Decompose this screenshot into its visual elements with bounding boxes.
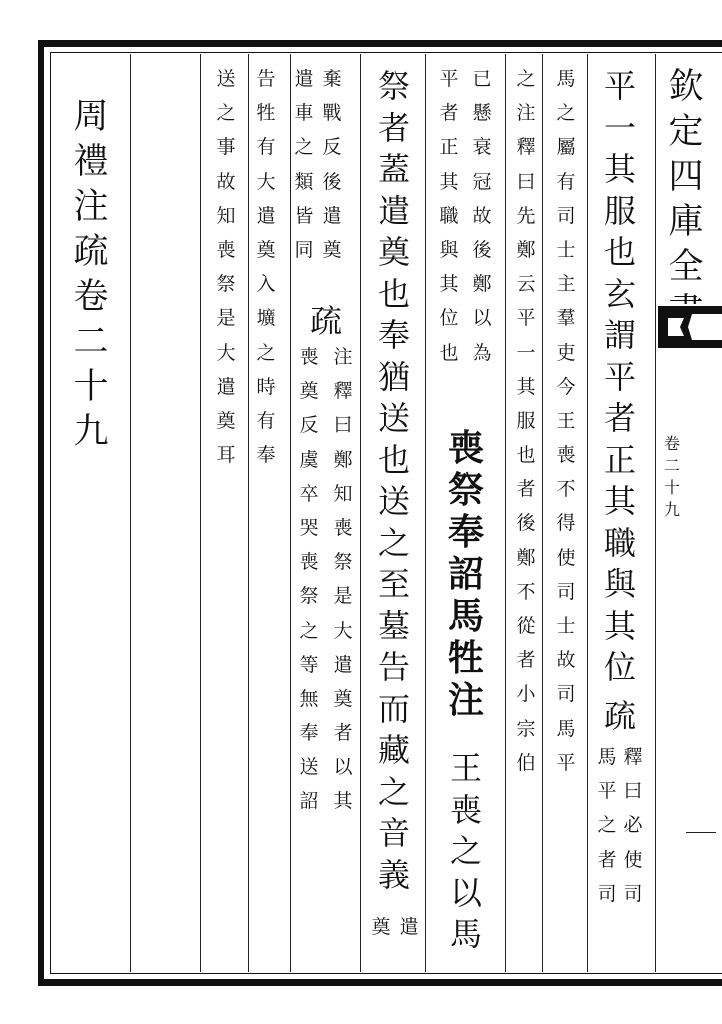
glyph: 為 [472,341,492,364]
glyph: 鄭 [333,448,353,471]
glyph: 之 [597,814,617,837]
classic-text-highlight [442,427,490,724]
glyph: 馬 [449,915,482,953]
glyph: 耳 [216,444,236,467]
glyph: 周 [73,97,109,137]
glyph: 者 [377,108,410,147]
glyph: 與 [603,565,636,603]
glyph: 已 [472,68,492,90]
glyph: 四 [668,157,704,197]
glyph: 故 [472,204,492,227]
glyph: 喪 [333,516,353,539]
rule-5 [360,54,361,972]
glyph: 遣 [216,375,236,398]
glyph: 是 [333,585,353,608]
glyph: 其 [603,482,636,520]
glyph: 之 [256,341,276,364]
glyph: 主 [556,273,576,296]
glyph: 有 [256,409,276,432]
glyph: 後 [322,170,342,193]
glyph: 類 [294,170,314,193]
glyph: 奠 [322,238,342,261]
glyph: 平 [439,68,459,90]
glyph: 也 [603,233,636,271]
glyph: 鄭 [472,273,492,296]
glyph: 棄 [322,68,342,90]
glyph: 服 [516,409,536,432]
glyph: 曰 [333,414,353,437]
glyph: 定 [668,112,704,152]
glyph: 事 [216,136,236,159]
glyph: 遣 [333,653,353,676]
glyph: 反 [322,136,342,159]
glyph: 等 [299,653,319,676]
glyph: 牲 [256,102,276,125]
glyph: 故 [556,649,576,672]
glyph: 奠 [333,687,353,710]
glyph: 皆 [294,204,314,227]
glyph: 馬 [556,717,576,740]
note-column-6-right [330,348,356,827]
glyph: 疏 [309,302,342,340]
glyph: 屬 [556,136,576,159]
glyph: 之 [377,772,410,811]
glyph: 故 [216,170,236,193]
glyph: 冠 [472,170,492,193]
glyph: 士 [556,615,576,637]
glyph: 司 [597,882,617,905]
glyph: 注 [447,679,484,721]
glyph: 正 [603,440,636,479]
note-column-1-right [620,748,646,919]
glyph: 馬 [597,746,617,768]
glyph: 遣 [322,204,342,227]
glyph: 其 [439,273,459,296]
text-column-3 [512,70,540,788]
glyph: 司 [556,204,576,227]
glyph: 十 [73,367,109,407]
glyph: 喪 [216,238,236,261]
book-title [68,97,114,460]
rule-4 [425,54,426,972]
text-column-4-upper-left [435,70,463,378]
glyph: 司 [556,683,576,706]
rule-title [130,54,131,972]
glyph: 之 [377,523,410,562]
glyph: 蓋 [377,150,410,188]
glyph: 位 [603,648,636,686]
rule-8 [200,54,201,972]
glyph: 司 [556,580,576,603]
glyph: 之 [294,136,314,159]
glyph: 之 [556,102,576,125]
glyph: 奉 [256,444,276,467]
rule-3 [505,54,506,972]
glyph: 壙 [256,307,276,330]
fishtail-mark-icon [658,304,722,350]
note-column-5-right [396,918,422,952]
glyph: 一 [516,341,536,364]
glyph: 以 [333,756,353,779]
glyph: 義 [377,855,410,894]
glyph: 與 [439,238,459,261]
text-column-5 [372,67,416,900]
glyph: 使 [556,546,576,569]
text-column-6 [318,70,346,275]
glyph: 也 [516,444,536,467]
glyph: 衰 [472,136,492,159]
glyph: 大 [216,341,236,364]
glyph: 釋 [623,746,643,768]
glyph: 曰 [623,780,643,803]
text-column-8 [252,70,280,480]
glyph: 喪 [299,346,319,368]
glyph: 無 [299,687,319,710]
glyph: 平 [597,780,617,803]
glyph: 卷 [663,434,680,453]
glyph: 使 [623,848,643,871]
glyph: 大 [333,619,353,642]
glyph: 有 [556,170,576,193]
glyph: 詔 [447,553,484,595]
text-column-1 [598,67,642,693]
glyph: 注 [73,187,109,227]
text-column-4-upper-right [468,70,496,378]
note-column-5-left [368,918,394,952]
glyph: 職 [603,523,636,562]
glyph: 者 [333,722,353,745]
glyph: 戰 [322,102,342,125]
glyph: 詔 [299,790,319,813]
glyph: 遣 [377,191,410,230]
glyph: 祭 [299,585,319,608]
glyph: 今 [556,375,576,398]
glyph: 哭 [299,516,319,539]
glyph: 時 [256,375,276,398]
shu-marker-2 [306,302,346,347]
glyph: 伯 [516,751,536,774]
glyph: 告 [377,648,410,686]
glyph: 者 [516,649,536,672]
glyph: 從 [516,615,536,637]
glyph: 鄭 [516,546,536,569]
glyph: 十 [663,478,680,497]
glyph: 車 [294,102,314,125]
glyph: 不 [556,478,576,501]
glyph: 位 [439,307,459,330]
glyph: 平 [603,67,636,105]
glyph: 注 [333,346,353,368]
glyph: 喪 [299,551,319,574]
glyph: 者 [516,478,536,501]
glyph: 者 [603,399,636,437]
text-column-2 [552,70,580,788]
text-column-7 [290,70,318,275]
glyph: 之 [516,68,536,90]
glyph: 九 [73,412,109,452]
note-column-6-left [296,348,322,827]
glyph: 禮 [73,142,109,182]
glyph: 祭 [333,551,353,574]
glyph: 云 [516,273,536,296]
glyph: 懸 [472,102,492,125]
margin-juan [660,436,684,524]
glyph: 送 [377,399,410,437]
glyph: 以 [449,873,482,912]
glyph: 送 [216,68,236,90]
glyph: 遣 [256,204,276,227]
glyph: 奠 [216,409,236,432]
glyph: 玄 [603,274,636,313]
glyph: 全 [668,247,704,287]
glyph: 也 [377,440,410,479]
glyph: 謂 [603,316,636,354]
glyph: 奠 [256,238,276,261]
glyph: 庫 [668,202,704,242]
glyph: 送 [377,482,410,520]
glyph: 疏 [603,697,636,735]
glyph: 也 [439,341,459,364]
glyph: 祭 [447,469,484,511]
text-column-4-tail [446,749,486,960]
glyph: 職 [439,204,459,227]
rule-7 [248,54,249,972]
glyph: 同 [294,238,314,261]
glyph: 先 [516,204,536,227]
glyph: 得 [556,512,576,535]
glyph: 王 [449,749,482,787]
glyph: 之 [216,102,236,125]
glyph: 之 [299,619,319,642]
glyph: 卒 [299,482,319,505]
glyph: 王 [556,409,576,432]
rule-2 [542,54,543,972]
glyph: 二 [663,456,680,475]
glyph: 平 [516,307,536,330]
glyph: 也 [377,274,410,313]
glyph: 九 [663,500,680,519]
glyph: 祭 [377,67,410,105]
glyph: 者 [439,102,459,125]
glyph: 司 [623,882,643,905]
glyph: 喪 [449,790,482,829]
glyph: 奠 [377,233,410,271]
glyph: 知 [216,204,236,227]
glyph: 後 [472,238,492,261]
glyph: 其 [516,375,536,398]
rule-margin [655,54,656,972]
glyph: 藏 [377,731,410,769]
glyph: 送 [299,756,319,779]
glyph: 鄭 [516,238,536,261]
glyph: 服 [603,191,636,230]
glyph: 牲 [447,637,484,679]
glyph: 羣 [556,307,576,330]
glyph: 墓 [377,606,410,645]
glyph: 士 [556,238,576,261]
glyph: 遣 [399,916,419,938]
glyph: 必 [623,814,643,837]
glyph: 以 [472,307,492,330]
glyph: 注 [516,102,536,125]
glyph: 奉 [447,511,484,553]
glyph: 者 [597,848,617,871]
glyph: 奉 [377,316,410,354]
glyph: 二 [73,322,109,362]
glyph: 遣 [294,68,314,90]
glyph: 吏 [556,341,576,364]
glyph: 馬 [556,68,576,90]
glyph: 入 [256,273,276,296]
glyph: 之 [449,832,482,870]
glyph: 知 [333,482,353,505]
glyph: 欽 [668,67,704,107]
glyph: 一 [603,108,636,147]
glyph: 其 [603,150,636,188]
glyph: 奠 [371,916,391,938]
glyph: 卷 [73,277,109,317]
glyph: 曰 [516,170,536,193]
glyph: 宗 [516,717,536,740]
glyph: 奉 [299,722,319,745]
glyph: 小 [516,683,536,706]
glyph: 疏 [73,232,109,272]
margin-mark [686,832,716,833]
text-column-9 [212,70,240,480]
glyph: 其 [439,170,459,193]
glyph: 後 [516,512,536,535]
margin-header [666,67,706,340]
glyph: 平 [603,357,636,396]
glyph: 喪 [447,427,484,469]
glyph: 釋 [516,136,536,159]
glyph: 馬 [447,595,484,637]
glyph: 祭 [216,273,236,296]
shu-marker-1 [598,697,642,742]
note-column-1-left [594,748,620,919]
glyph: 奠 [299,380,319,403]
rule-1 [587,54,588,972]
glyph: 釋 [333,380,353,403]
glyph: 告 [256,68,276,90]
glyph: 其 [333,790,353,813]
glyph: 是 [216,307,236,330]
glyph: 正 [439,136,459,159]
glyph: 至 [377,565,410,603]
glyph: 虞 [299,448,319,471]
glyph: 音 [377,814,410,852]
glyph: 猶 [377,357,410,396]
glyph: 不 [516,580,536,603]
glyph: 而 [377,689,410,728]
glyph: 有 [256,136,276,159]
glyph: 反 [299,414,319,437]
glyph: 平 [556,751,576,774]
glyph: 其 [603,606,636,645]
glyph: 大 [256,170,276,193]
glyph: 喪 [556,444,576,467]
